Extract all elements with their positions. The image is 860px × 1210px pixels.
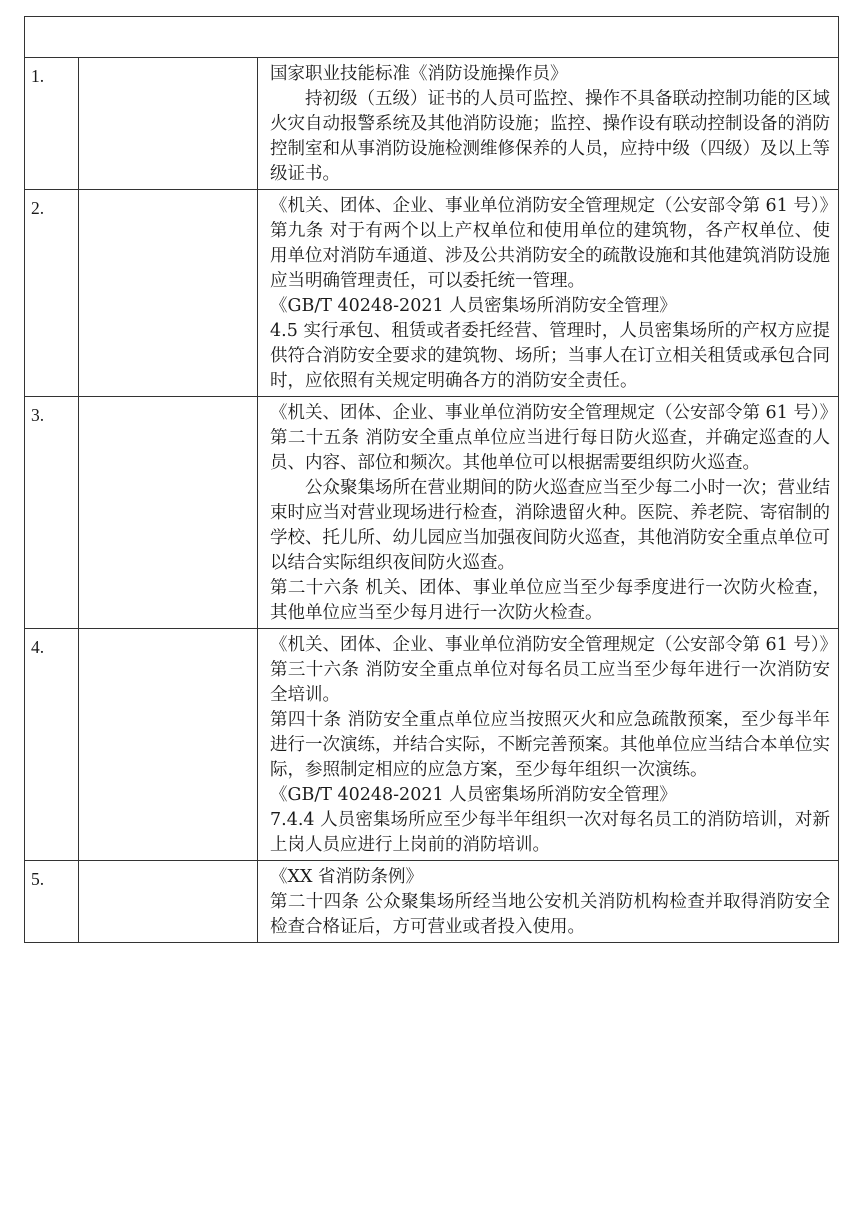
row-number: 5. (25, 861, 79, 943)
blank-cell (79, 397, 258, 629)
regulation-paragraph: 《机关、团体、企业、事业单位消防安全管理规定（公安部令第 61 号）》 (270, 403, 838, 423)
regulation-text-cell (258, 397, 839, 629)
regulation-paragraph: 公众聚集场所在营业期间的防火巡查应当至少每二小时一次；营业结束时应当对营业现场进行检查，消除遗留火种。医院、养老院、寄宿制的学校、托儿所、幼儿园应当加强夜间防火巡查，其他消防安全重点单位可以结合实际组织夜间防火巡查。 (270, 478, 831, 573)
regulation-paragraph: 第二十四条 公众聚集场所经当地公安机关消防机构检查并取得消防安全检查合格证后，方可营业或者投入使用。 (270, 892, 831, 937)
table-row (25, 190, 839, 397)
blank-cell (79, 58, 258, 190)
regulation-paragraph: 第四十条 消防安全重点单位应当按照灭火和应急疏散预案，至少每半年进行一次演练，并结合实际，不断完善预案。其他单位应当结合本单位实际，参照制定相应的应急方案，至少每年组织一次演练。 (270, 710, 831, 780)
table-row (25, 861, 839, 943)
regulation-paragraph: 《XX 省消防条例》 (270, 867, 423, 887)
regulation-table (24, 16, 839, 943)
row-number: 1. (25, 58, 79, 190)
header-cell (25, 17, 839, 58)
regulation-table-body (25, 17, 839, 943)
table-row (25, 58, 839, 190)
row-number: 3. (25, 397, 79, 629)
regulation-paragraph: 4.5 实行承包、租赁或者委托经营、管理时，人员密集场所的产权方应提供符合消防安全要求的建筑物、场所；当事人在订立相关租赁或承包合同时，应依照有关规定明确各方的消防安全责任。 (270, 321, 831, 391)
regulation-paragraph: 《GB/T 40248-2021 人员密集场所消防安全管理》 (270, 785, 677, 805)
regulation-paragraph: 第九条 对于有两个以上产权单位和使用单位的建筑物，各产权单位、使用单位对消防车通道、涉及公共消防安全的疏散设施和其他建筑消防设施应当明确管理责任，可以委托统一管理。 (270, 221, 831, 291)
regulation-paragraph: 《GB/T 40248-2021 人员密集场所消防安全管理》 (270, 296, 677, 316)
regulation-paragraph: 第三十六条 消防安全重点单位对每名员工应当至少每年进行一次消防安全培训。 (270, 660, 831, 705)
regulation-paragraph: 持初级（五级）证书的人员可监控、操作不具备联动控制功能的区域火灾自动报警系统及其他消防设施；监控、操作设有联动控制设备的消防控制室和从事消防设施检测维修保养的人员，应持中级（四级）及以上等级证书。 (270, 89, 831, 184)
header-row (25, 17, 839, 58)
regulation-paragraph: 第二十五条 消防安全重点单位应当进行每日防火巡查，并确定巡查的人员、内容、部位和频次。其他单位可以根据需要组织防火巡查。 (270, 428, 831, 473)
regulation-text-cell (258, 190, 839, 397)
regulation-paragraph: 国家职业技能标准《消防设施操作员》 (270, 64, 568, 84)
regulation-text-cell (258, 861, 839, 943)
regulation-paragraph: 《机关、团体、企业、事业单位消防安全管理规定（公安部令第 61 号）》 (270, 196, 838, 216)
regulation-paragraph: 《机关、团体、企业、事业单位消防安全管理规定（公安部令第 61 号）》 (270, 635, 838, 655)
row-number: 2. (25, 190, 79, 397)
table-row (25, 629, 839, 861)
blank-cell (79, 190, 258, 397)
blank-cell (79, 629, 258, 861)
regulation-paragraph: 第二十六条 机关、团体、事业单位应当至少每季度进行一次防火检查，其他单位应当至少每月进行一次防火检查。 (270, 578, 831, 623)
regulation-text-cell (258, 58, 839, 190)
table-row (25, 397, 839, 629)
regulation-paragraph: 7.4.4 人员密集场所应至少每半年组织一次对每名员工的消防培训，对新上岗人员应进行上岗前的消防培训。 (270, 810, 831, 855)
regulation-text-cell (258, 629, 839, 861)
blank-cell (79, 861, 258, 943)
row-number: 4. (25, 629, 79, 861)
